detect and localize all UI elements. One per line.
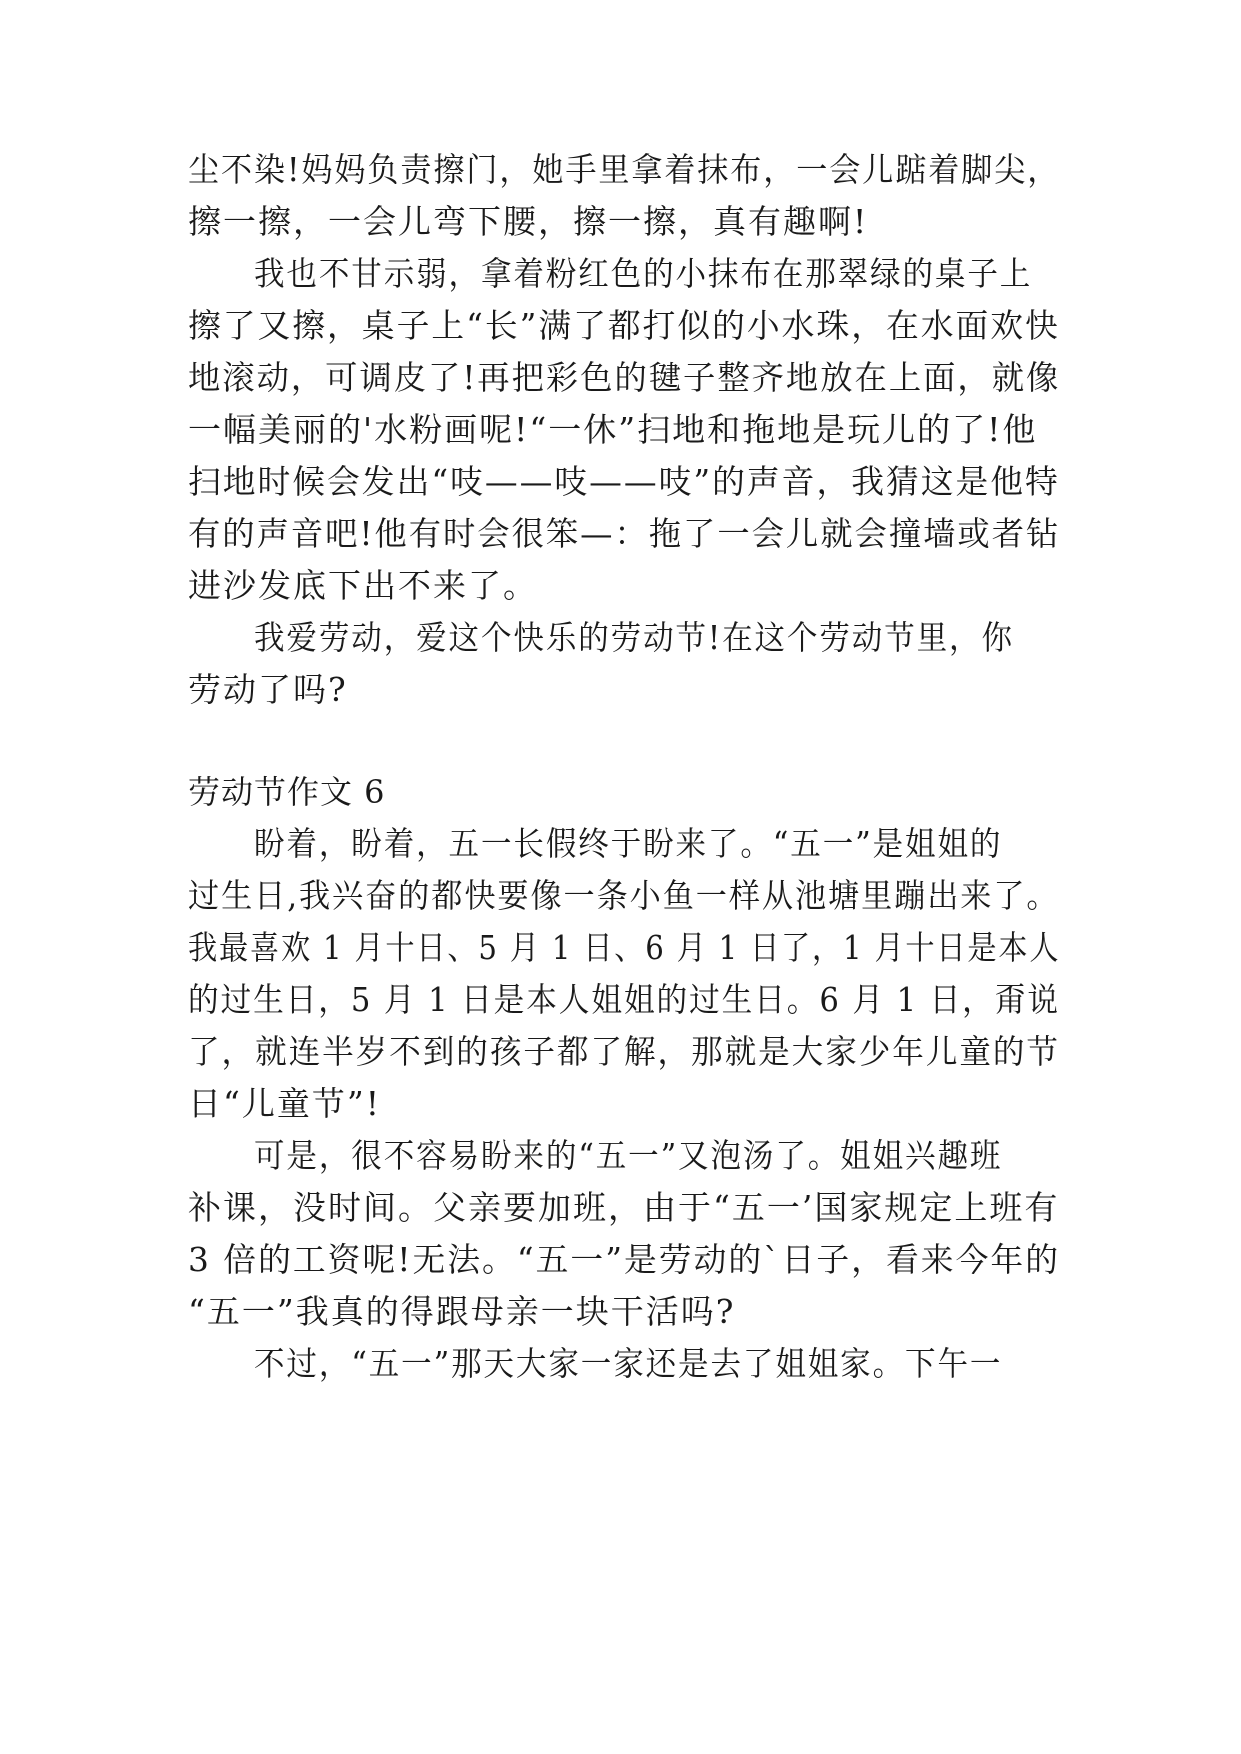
paragraph-line: 扫地时候会发出“吱——吱——吱”的声音，我猜这是他特 [188, 462, 1060, 501]
paragraph-line: 日“儿童节”! [188, 1084, 382, 1123]
paragraph-line: 我也不甘示弱，拿着粉红色的小抹布在那翠绿的桌子上 [254, 254, 1033, 293]
section-heading: 劳动节作文 6 [188, 773, 386, 811]
paragraph-line: 进沙发底下出不来了。 [188, 566, 538, 605]
paragraph-line: 的过生日，5 月 1 日是本人姐姐的过生日。6 月 1 日，甭说 [188, 980, 1060, 1019]
paragraph-line: 过生日,我兴奋的都快要像一条小鱼一样从池塘里蹦出来了。 [188, 876, 1060, 915]
paragraph-line: 补课，没时间。父亲要加班，由于“五一’国家规定上班有 [188, 1188, 1060, 1227]
paragraph-line: 一幅美丽的'水粉画呢!“一休”扫地和拖地是玩儿的了!他 [188, 410, 1038, 449]
paragraph-line: “五一”我真的得跟母亲一块干活吗? [188, 1292, 736, 1331]
paragraph-line: 我爱劳动，爱这个快乐的劳动节!在这个劳动节里，你 [254, 618, 1014, 657]
paragraph-line: 不过，“五一”那天大家一家还是去了姐姐家。下午一 [254, 1344, 1003, 1383]
paragraph-line: 擦一擦，一会儿弯下腰，擦一擦，真有趣啊! [188, 202, 869, 241]
paragraph-line: 尘不染!妈妈负责擦门，她手里拿着抹布，一会儿踮着脚尖， [188, 150, 1061, 189]
paragraph-line: 有的声音吧!他有时会很笨—：拖了一会儿就会撞墙或者钻 [188, 514, 1061, 553]
paragraph-line: 3 倍的工资呢!无法。“五一”是劳动的`日子，看来今年的 [188, 1240, 1061, 1279]
paragraph-line: 了，就连半岁不到的孩子都了解，那就是大家少年儿童的节 [188, 1032, 1060, 1071]
paragraph-line: 地滚动，可调皮了!再把彩色的毽子整齐地放在上面，就像 [188, 358, 1061, 397]
paragraph-line: 我最喜欢 1 月十日、5 月 1 日、6 月 1 日了，1 月十日是本人 [188, 928, 1061, 967]
paragraph-line: 盼着，盼着，五一长假终于盼来了。“五一”是姐姐的 [254, 824, 1003, 863]
paragraph-line: 擦了又擦，桌子上“长”满了都打似的小水珠，在水面欢快 [188, 306, 1060, 345]
paragraph-line: 可是，很不容易盼来的“五一”又泡汤了。姐姐兴趣班 [254, 1136, 1003, 1175]
paragraph-line: 劳动了吗? [188, 670, 348, 709]
